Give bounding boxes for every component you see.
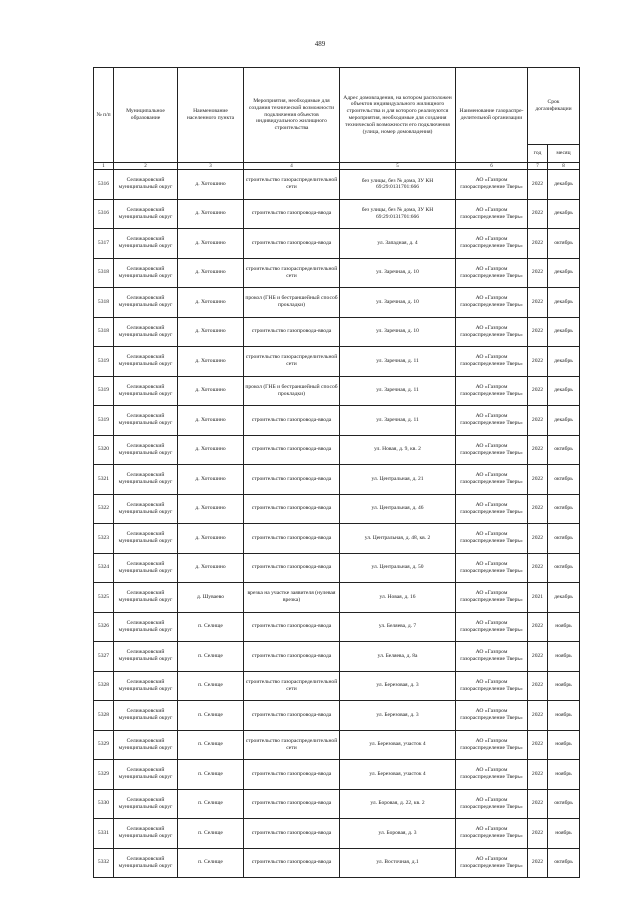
cell-org: АО «Газпром газораспределение Тверь»: [456, 494, 528, 524]
cell-year: 2022: [528, 642, 548, 672]
table-row: [94, 524, 580, 554]
table-row: [94, 258, 580, 288]
header-address: Адрес домовладения, на котором расположен объектов индивидуального жилищного строительства и для которого реализуются мероприятия, необходимые для создания технической возможности его подключения (улица, номер домовладения): [340, 68, 456, 163]
cell-measure: строительство газопровода-ввода: [244, 789, 340, 819]
cell-district: Селижаровский муниципальный округ: [114, 553, 178, 583]
cell-year: 2022: [528, 317, 548, 347]
cell-address: ул. Западная, д. 4: [340, 229, 456, 259]
cell-district: Селижаровский муниципальный округ: [114, 730, 178, 760]
cell-num: 5331: [94, 819, 114, 849]
cell-org: АО «Газпром газораспределение Тверь»: [456, 671, 528, 701]
cell-address: ул. Березовая, участок 4: [340, 730, 456, 760]
cell-month: декабрь: [548, 583, 580, 613]
cell-district: Селижаровский муниципальный округ: [114, 465, 178, 495]
table-row: [94, 701, 580, 731]
cell-address: ул. Центральная, д. 21: [340, 465, 456, 495]
cell-address: ул. Боровая, д. 3: [340, 819, 456, 849]
column-number: 7: [528, 163, 548, 170]
page-number: 489: [314, 40, 326, 48]
cell-month: декабрь: [548, 317, 580, 347]
cell-num: 5318: [94, 288, 114, 318]
column-number: 2: [114, 163, 178, 170]
cell-org: АО «Газпром газораспределение Тверь»: [456, 642, 528, 672]
cell-num: 5329: [94, 760, 114, 790]
cell-district: Селижаровский муниципальный округ: [114, 642, 178, 672]
cell-month: декабрь: [548, 258, 580, 288]
cell-district: Селижаровский муниципальный округ: [114, 701, 178, 731]
cell-month: декабрь: [548, 376, 580, 406]
cell-month: ноябрь: [548, 701, 580, 731]
cell-settlement: д. Хотошино: [178, 406, 244, 436]
cell-settlement: п. Селище: [178, 612, 244, 642]
cell-measure: строительство газопровода-ввода: [244, 524, 340, 554]
column-number-row: [94, 163, 580, 170]
table-row: [94, 760, 580, 790]
cell-month: ноябрь: [548, 760, 580, 790]
cell-district: Селижаровский муниципальный округ: [114, 819, 178, 849]
cell-settlement: д. Хотошино: [178, 376, 244, 406]
cell-year: 2022: [528, 229, 548, 259]
cell-district: Селижаровский муниципальный округ: [114, 406, 178, 436]
cell-settlement: д. Хотошино: [178, 465, 244, 495]
cell-year: 2022: [528, 612, 548, 642]
table-row: [94, 671, 580, 701]
cell-settlement: д. Шуваево: [178, 583, 244, 613]
cell-num: 5332: [94, 848, 114, 878]
cell-num: 5319: [94, 347, 114, 377]
cell-district: Селижаровский муниципальный округ: [114, 789, 178, 819]
cell-org: АО «Газпром газораспределение Тверь»: [456, 199, 528, 229]
table-row: [94, 848, 580, 878]
column-number: 1: [94, 163, 114, 170]
cell-settlement: д. Хотошино: [178, 199, 244, 229]
cell-settlement: п. Селище: [178, 642, 244, 672]
cell-measure: строительство газопровода-ввода: [244, 819, 340, 849]
cell-address: ул. Беляева, д. 8а: [340, 642, 456, 672]
cell-district: Селижаровский муниципальный округ: [114, 347, 178, 377]
table-row: [94, 730, 580, 760]
cell-settlement: п. Селище: [178, 730, 244, 760]
cell-address: ул. Березовая, д. 3: [340, 701, 456, 731]
cell-org: АО «Газпром газораспределение Тверь»: [456, 170, 528, 200]
cell-month: ноябрь: [548, 671, 580, 701]
cell-month: октябрь: [548, 435, 580, 465]
cell-org: АО «Газпром газораспределение Тверь»: [456, 848, 528, 878]
cell-address: ул. Новая, д. 16: [340, 583, 456, 613]
cell-year: 2022: [528, 760, 548, 790]
cell-month: декабрь: [548, 347, 580, 377]
table-row: [94, 642, 580, 672]
table-row: [94, 406, 580, 436]
cell-address: ул. Боровая, д. 22, кв. 2: [340, 789, 456, 819]
cell-year: 2022: [528, 789, 548, 819]
cell-org: АО «Газпром газораспределение Тверь»: [456, 553, 528, 583]
header-month: месяц: [548, 145, 580, 163]
column-number: 6: [456, 163, 528, 170]
cell-settlement: п. Селище: [178, 701, 244, 731]
table-row: [94, 465, 580, 495]
cell-org: АО «Газпром газораспределение Тверь»: [456, 819, 528, 849]
table-row: [94, 199, 580, 229]
table-row: [94, 347, 580, 377]
cell-year: 2022: [528, 376, 548, 406]
cell-settlement: д. Хотошино: [178, 524, 244, 554]
cell-month: ноябрь: [548, 642, 580, 672]
cell-org: АО «Газпром газораспределение Тверь»: [456, 701, 528, 731]
cell-num: 5318: [94, 317, 114, 347]
cell-month: октябрь: [548, 524, 580, 554]
cell-num: 5328: [94, 671, 114, 701]
cell-district: Селижаровский муниципальный округ: [114, 170, 178, 200]
cell-measure: прокол (ГНБ и бестраншейный способ прокладки): [244, 376, 340, 406]
cell-org: АО «Газпром газораспределение Тверь»: [456, 376, 528, 406]
cell-num: 5324: [94, 553, 114, 583]
cell-org: АО «Газпром газораспределение Тверь»: [456, 288, 528, 318]
cell-month: ноябрь: [548, 612, 580, 642]
cell-district: Селижаровский муниципальный округ: [114, 317, 178, 347]
cell-month: октябрь: [548, 789, 580, 819]
cell-address: ул. Центральная, д. 50: [340, 553, 456, 583]
table-row: [94, 435, 580, 465]
header-org: Наименование газораспре-делительной организации: [456, 68, 528, 163]
table-row: [94, 553, 580, 583]
gasification-table: [93, 67, 580, 878]
cell-month: октябрь: [548, 494, 580, 524]
cell-address: ул. Заречная, д. 10: [340, 258, 456, 288]
cell-measure: строительство газопровода-ввода: [244, 494, 340, 524]
cell-year: 2022: [528, 170, 548, 200]
cell-address: ул. Центральная, д. 48, кв. 2: [340, 524, 456, 554]
cell-measure: строительство газопровода-ввода: [244, 435, 340, 465]
cell-year: 2022: [528, 730, 548, 760]
cell-address: ул. Центральная, д. 46: [340, 494, 456, 524]
cell-address: без улицы, без № дома, ЗУ КН 69:29:0131701:666: [340, 199, 456, 229]
cell-district: Селижаровский муниципальный округ: [114, 583, 178, 613]
cell-year: 2022: [528, 435, 548, 465]
cell-num: 5330: [94, 789, 114, 819]
cell-district: Селижаровский муниципальный округ: [114, 612, 178, 642]
cell-org: АО «Газпром газораспределение Тверь»: [456, 258, 528, 288]
cell-org: АО «Газпром газораспределение Тверь»: [456, 406, 528, 436]
cell-measure: строительство газопровода-ввода: [244, 465, 340, 495]
cell-district: Селижаровский муниципальный округ: [114, 199, 178, 229]
cell-settlement: п. Селище: [178, 848, 244, 878]
cell-district: Селижаровский муниципальный округ: [114, 524, 178, 554]
cell-year: 2022: [528, 406, 548, 436]
cell-month: ноябрь: [548, 730, 580, 760]
cell-year: 2022: [528, 258, 548, 288]
cell-num: 5319: [94, 376, 114, 406]
cell-year: 2022: [528, 553, 548, 583]
cell-year: 2022: [528, 494, 548, 524]
table-body: [94, 170, 580, 878]
cell-num: 5327: [94, 642, 114, 672]
cell-month: октябрь: [548, 553, 580, 583]
cell-settlement: д. Хотошино: [178, 494, 244, 524]
cell-address: без улицы, без № дома, ЗУ КН 69:29:0131701:666: [340, 170, 456, 200]
cell-month: октябрь: [548, 229, 580, 259]
cell-org: АО «Газпром газораспределение Тверь»: [456, 317, 528, 347]
cell-district: Селижаровский муниципальный округ: [114, 376, 178, 406]
table-row: [94, 819, 580, 849]
cell-org: АО «Газпром газораспределение Тверь»: [456, 465, 528, 495]
column-number: 4: [244, 163, 340, 170]
cell-org: АО «Газпром газораспределение Тверь»: [456, 760, 528, 790]
cell-month: ноябрь: [548, 819, 580, 849]
cell-num: 5325: [94, 583, 114, 613]
cell-settlement: д. Хотошино: [178, 347, 244, 377]
cell-settlement: п. Селище: [178, 789, 244, 819]
cell-year: 2022: [528, 819, 548, 849]
table-row: [94, 789, 580, 819]
cell-address: ул. Новая, д. 9, кв. 2: [340, 435, 456, 465]
cell-address: ул. Березовая, участок 4: [340, 760, 456, 790]
table-row: [94, 583, 580, 613]
cell-year: 2022: [528, 524, 548, 554]
header-year: год: [528, 145, 548, 163]
cell-settlement: д. Хотошино: [178, 553, 244, 583]
cell-org: АО «Газпром газораспределение Тверь»: [456, 612, 528, 642]
cell-address: ул. Заречная, д. 11: [340, 376, 456, 406]
cell-district: Селижаровский муниципальный округ: [114, 671, 178, 701]
header-settlement: Наименование населенного пункта: [178, 68, 244, 163]
cell-org: АО «Газпром газораспределение Тверь»: [456, 347, 528, 377]
cell-settlement: д. Хотошино: [178, 229, 244, 259]
cell-district: Селижаровский муниципальный округ: [114, 229, 178, 259]
table-row: [94, 288, 580, 318]
cell-address: ул. Восточная, д.1: [340, 848, 456, 878]
cell-org: АО «Газпром газораспределение Тверь»: [456, 583, 528, 613]
cell-year: 2022: [528, 848, 548, 878]
cell-num: 5326: [94, 612, 114, 642]
cell-num: 5317: [94, 229, 114, 259]
cell-measure: прокол (ГНБ и бестраншейный способ прокладки): [244, 288, 340, 318]
cell-measure: строительство газопровода-ввода: [244, 642, 340, 672]
cell-settlement: п. Селище: [178, 760, 244, 790]
cell-measure: строительство газопровода-ввода: [244, 701, 340, 731]
cell-year: 2022: [528, 288, 548, 318]
table-row: [94, 494, 580, 524]
cell-settlement: д. Хотошино: [178, 258, 244, 288]
cell-month: декабрь: [548, 406, 580, 436]
cell-district: Селижаровский муниципальный округ: [114, 258, 178, 288]
cell-month: декабрь: [548, 199, 580, 229]
cell-address: ул. Заречная, д. 11: [340, 347, 456, 377]
cell-district: Селижаровский муниципальный округ: [114, 435, 178, 465]
cell-num: 5319: [94, 406, 114, 436]
cell-month: октябрь: [548, 848, 580, 878]
cell-month: декабрь: [548, 288, 580, 318]
column-number: 5: [340, 163, 456, 170]
cell-settlement: д. Хотошино: [178, 435, 244, 465]
cell-month: декабрь: [548, 170, 580, 200]
cell-year: 2022: [528, 701, 548, 731]
table-row: [94, 229, 580, 259]
cell-address: ул. Беляева, д. 7: [340, 612, 456, 642]
cell-year: 2021: [528, 583, 548, 613]
cell-measure: строительство газораспределительной сети: [244, 258, 340, 288]
cell-org: АО «Газпром газораспределение Тверь»: [456, 730, 528, 760]
cell-num: 5322: [94, 494, 114, 524]
cell-num: 5320: [94, 435, 114, 465]
cell-num: 5328: [94, 701, 114, 731]
table-row: [94, 170, 580, 200]
cell-num: 5316: [94, 199, 114, 229]
cell-year: 2022: [528, 465, 548, 495]
cell-measure: строительство газопровода-ввода: [244, 760, 340, 790]
cell-num: 5318: [94, 258, 114, 288]
cell-settlement: п. Селище: [178, 671, 244, 701]
cell-district: Селижаровский муниципальный округ: [114, 848, 178, 878]
cell-district: Селижаровский муниципальный округ: [114, 494, 178, 524]
cell-num: 5323: [94, 524, 114, 554]
cell-address: ул. Заречная, д. 10: [340, 317, 456, 347]
cell-year: 2022: [528, 671, 548, 701]
cell-district: Селижаровский муниципальный округ: [114, 288, 178, 318]
header-deadline: Срок догазификации: [528, 68, 580, 145]
header-num: № п/п: [94, 68, 114, 163]
table-row: [94, 612, 580, 642]
cell-measure: строительство газораспределительной сети: [244, 730, 340, 760]
cell-measure: строительство газопровода-ввода: [244, 317, 340, 347]
cell-measure: строительство газораспределительной сети: [244, 170, 340, 200]
table-row: [94, 376, 580, 406]
column-number: 8: [548, 163, 580, 170]
header-district: Муниципальное образование: [114, 68, 178, 163]
cell-month: октябрь: [548, 465, 580, 495]
cell-year: 2022: [528, 199, 548, 229]
cell-address: ул. Заречная, д. 10: [340, 288, 456, 318]
cell-measure: строительство газопровода-ввода: [244, 848, 340, 878]
cell-address: ул. Заречная, д. 11: [340, 406, 456, 436]
cell-measure: строительство газопровода-ввода: [244, 229, 340, 259]
table-row: [94, 317, 580, 347]
cell-settlement: д. Хотошино: [178, 317, 244, 347]
cell-measure: строительство газораспределительной сети: [244, 347, 340, 377]
cell-measure: врезка на участке заявителя (нулевая врезка): [244, 583, 340, 613]
cell-measure: строительство газораспределительной сети: [244, 671, 340, 701]
cell-measure: строительство газопровода-ввода: [244, 199, 340, 229]
header-measures: Мероприятия, необходимые для создания технической возможности подключения объектов индивидуального жилищного строительства: [244, 68, 340, 163]
cell-year: 2022: [528, 347, 548, 377]
cell-measure: строительство газопровода-ввода: [244, 612, 340, 642]
column-number: 3: [178, 163, 244, 170]
cell-settlement: п. Селище: [178, 819, 244, 849]
cell-org: АО «Газпром газораспределение Тверь»: [456, 435, 528, 465]
cell-district: Селижаровский муниципальный округ: [114, 760, 178, 790]
cell-measure: строительство газопровода-ввода: [244, 406, 340, 436]
cell-org: АО «Газпром газораспределение Тверь»: [456, 229, 528, 259]
cell-num: 5321: [94, 465, 114, 495]
cell-num: 5316: [94, 170, 114, 200]
cell-settlement: д. Хотошино: [178, 288, 244, 318]
cell-measure: строительство газопровода-ввода: [244, 553, 340, 583]
cell-org: АО «Газпром газораспределение Тверь»: [456, 524, 528, 554]
cell-settlement: д. Хотошино: [178, 170, 244, 200]
cell-org: АО «Газпром газораспределение Тверь»: [456, 789, 528, 819]
cell-num: 5329: [94, 730, 114, 760]
cell-address: ул. Березовая, д. 3: [340, 671, 456, 701]
